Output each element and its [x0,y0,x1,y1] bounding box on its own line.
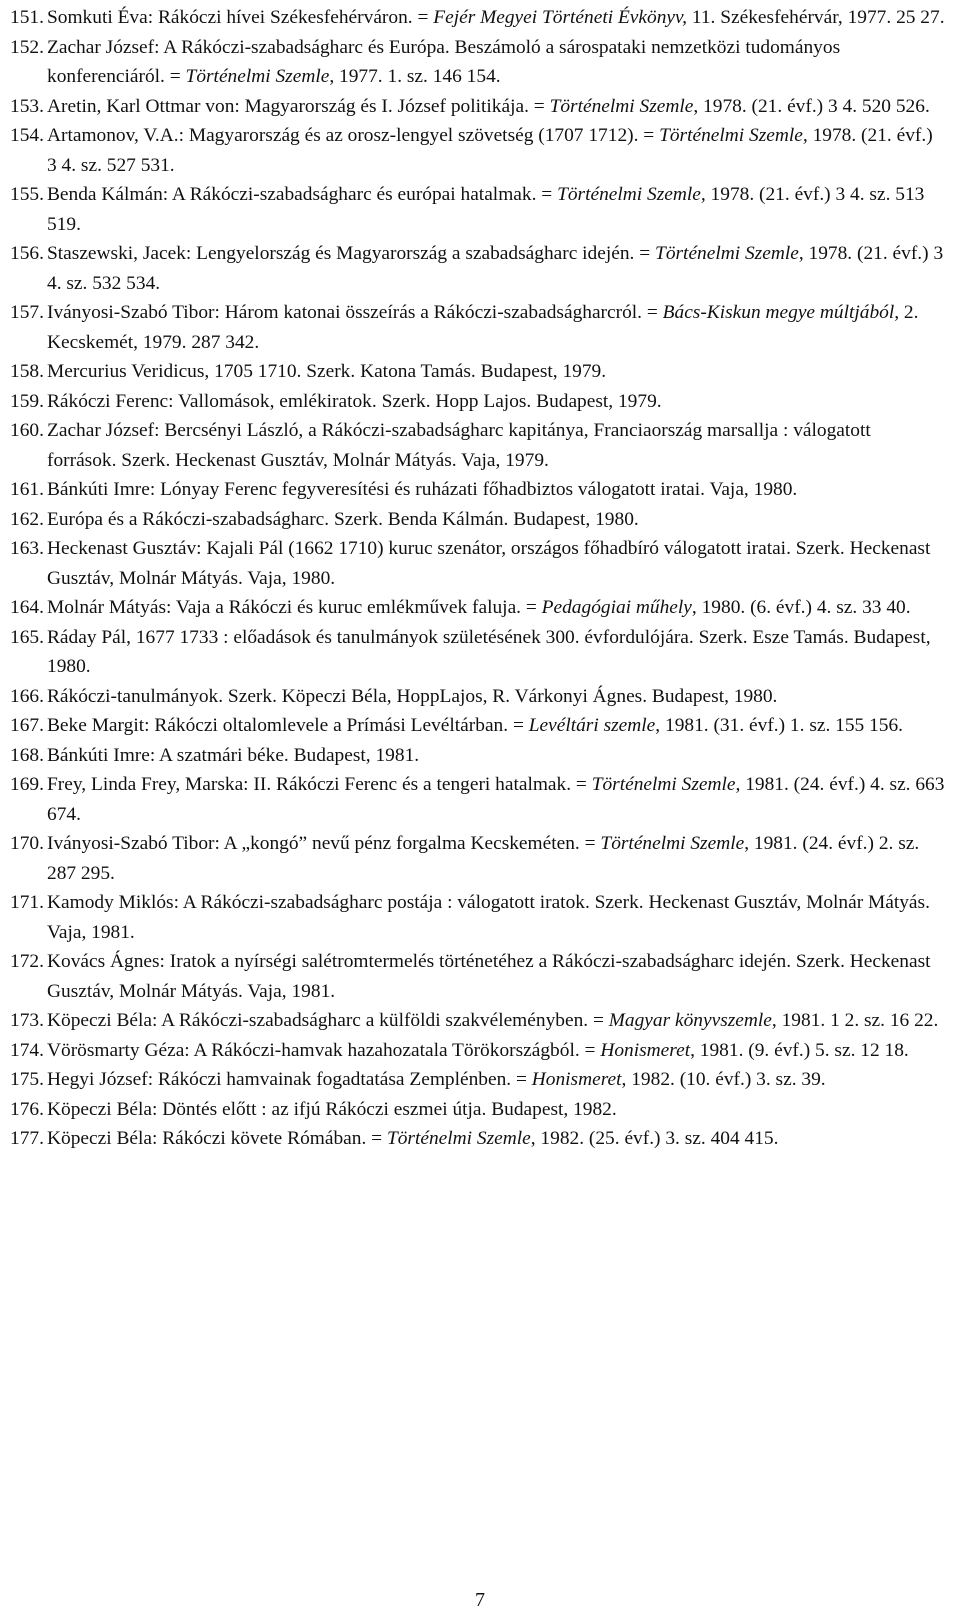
entry-text: Ráday Pál, 1677 1733 : előadások és tanulmányok születésének 300. évfordulójára. Szerk. Esze Tamás. Budapest, 1980. [47,626,931,677]
entry-number: 151. [10,7,44,28]
bibliography-entry [10,741,945,771]
entry-text: Köpeczi Béla: Rákóczi követe Rómában. = [47,1128,387,1149]
bibliography-entry [10,1095,945,1125]
entry-text: , 1978. (21. évf.) 3 4. 520 526. [693,95,930,117]
entry-text: , 1978. (21. évf.) 3 4. sz. 532 534. [47,243,944,294]
entry-number: 160. [10,420,44,441]
bibliography-entry [10,888,945,947]
page-number: 7 [475,1589,485,1611]
entry-text: Rákóczi Ferenc: Vallomások, emlékiratok. Szerk. Hopp Lajos. Budapest, 1979. [47,390,662,412]
entry-text: , 1981. (31. évf.) 1. sz. 155 156. [655,715,904,736]
entry-text: Zachar József: A Rákóczi-szabadságharc és Európa. Beszámoló a sárospataki nemzetközi tudományos konferenciáról. = [47,36,841,87]
entry-text: Iványosi-Szabó Tibor: A „kongó” nevű pénz forgalma Kecskeméten. = [47,833,601,854]
entry-number: 159. [10,390,44,412]
journal-title: Magyar könyvszemle [608,1010,772,1031]
entry-number: 152. [10,36,44,58]
entry-number: 165. [10,626,44,648]
entry-text: Európa és a Rákóczi-szabadságharc. Szerk. Benda Kálmán. Budapest, 1980. [47,508,639,530]
journal-title: Történelmi Szemle [549,95,694,117]
bibliography-entry [10,770,945,829]
bibliography-entry [10,829,945,888]
journal-title: Történelmi Szemle [655,243,799,264]
bibliography-entry [10,1006,945,1036]
entry-number: 170. [10,833,44,854]
entry-number: 173. [10,1010,44,1031]
bibliography-list [10,3,945,1154]
entry-number: 157. [10,302,44,323]
journal-title: Történelmi Szemle, [659,125,808,146]
entry-text: Köpeczi Béla: A Rákóczi-szabadságharc a külföldi szakvéleményben. = [47,1010,609,1031]
entry-text: Zachar József: Bercsényi László, a Rákóczi-szabadságharc kapitánya, Franciaország marsallja : válogatott források. Szerk. Heckenast Gusztáv, Molnár Mátyás. Vaja, 1979. [47,420,871,471]
entry-text: Aretin, Karl Ottmar von: Magyarország és I. József politikája. = [47,95,550,117]
entry-text: Artamonov, V.A.: Magyarország és az orosz-lengyel szövetség (1707 1712). = [47,125,660,146]
entry-text: Benda Kálmán: A Rákóczi-szabadságharc és európai hatalmak. = [47,184,558,205]
entry-text: Staszewski, Jacek: Lengyelország és Magyarország a szabadságharc idején. = [47,243,656,264]
entry-number: 172. [10,951,44,972]
entry-text: 1978. (21. évf.) 3 4. sz. 527 531. [47,125,933,176]
bibliography-entry [10,357,945,387]
entry-text: , 1981. (24. évf.) 2. sz. 287 295. [47,833,920,884]
journal-title: Történelmi Szemle [591,774,736,795]
entry-text: , 1982. (25. évf.) 3. sz. 404 415. [530,1128,779,1149]
entry-text: Mercurius Veridicus, 1705 1710. Szerk. Katona Tamás. Budapest, 1979. [47,361,607,382]
entry-number: 169. [10,774,44,795]
entry-number: 174. [10,1039,44,1061]
entry-number: 155. [10,184,44,205]
journal-title: Levéltári szemle [528,715,656,736]
entry-number: 171. [10,892,44,913]
bibliography-entry [10,682,945,712]
journal-title: Fejér Megyei Történeti Évkönyv, [433,7,688,28]
bibliography-entry [10,180,945,239]
bibliography-entry [10,387,945,417]
bibliography-entry [10,623,945,682]
entry-text: , 1982. (10. évf.) 3. sz. 39. [621,1069,826,1090]
entry-text: Somkuti Éva: Rákóczi hívei Székesfehérváron. = [47,7,434,28]
bibliography-entry [10,534,945,593]
entry-text: Kovács Ágnes: Iratok a nyírségi salétromtermelés történetéhez a Rákóczi-szabadságharc idején. Szerk. Heckenast Gusztáv, Molnár Mátyás. Vaja, 1981. [47,951,931,1002]
entry-number: 177. [10,1128,44,1149]
entry-text: Köpeczi Béla: Döntés előtt : az ifjú Rákóczi eszmei útja. Budapest, 1982. [47,1098,617,1120]
entry-text: , 1980. (6. évf.) 4. sz. 33 40. [691,597,911,618]
bibliography-entry [10,947,945,1006]
entry-text: 11. Székesfehérvár, 1977. 25 27. [687,7,945,28]
entry-text: Vörösmarty Géza: A Rákóczi-hamvak hazahozatala Törökországból. = [47,1039,601,1061]
entry-number: 168. [10,744,44,766]
bibliography-entry [10,1065,945,1095]
entry-number: 164. [10,597,44,618]
journal-title: Történelmi Szemle [600,833,745,854]
entry-text: 2. Kecskemét, 1979. 287 342. [47,302,919,353]
entry-text: Kamody Miklós: A Rákóczi-szabadságharc postája : válogatott iratok. Szerk. Heckenast Gusztáv, Molnár Mátyás. Vaja, 1981. [47,892,930,943]
entry-number: 175. [10,1069,44,1090]
entry-number: 158. [10,361,44,382]
journal-title: Bács-Kiskun megye múltjából, [662,302,900,323]
entry-text: Rákóczi-tanulmányok. Szerk. Köpeczi Béla, HoppLajos, R. Várkonyi Ágnes. Budapest, 1980. [47,685,778,707]
entry-text: Heckenast Gusztáv: Kajali Pál (1662 1710) kuruc szenátor, országos főhadbíró válogatott iratai. Szerk. Heckenast Gusztáv, Molnár Mátyás. Vaja, 1980. [47,538,931,589]
entry-number: 176. [10,1098,44,1120]
entry-text: , 1981. 1 2. sz. 16 22. [771,1010,939,1031]
entry-text: , 1977. 1. sz. 146 154. [329,66,501,87]
entry-number: 167. [10,715,44,736]
entry-number: 166. [10,685,44,707]
bibliography-entry [10,711,945,741]
bibliography-entry [10,593,945,623]
entry-text: Bánkúti Imre: Lónyay Ferenc fegyveresítési és ruházati főhadbiztos válogatott iratai. Vaja, 1980. [47,479,798,500]
entry-text: Bánkúti Imre: A szatmári béke. Budapest, 1981. [47,744,420,766]
journal-title: Honismeret [600,1039,691,1061]
entry-number: 163. [10,538,44,559]
bibliography-entry [10,416,945,475]
entry-text: Beke Margit: Rákóczi oltalomlevele a Prímási Levéltárban. = [47,715,529,736]
bibliography-entry [10,1124,945,1154]
entry-number: 153. [10,95,44,117]
bibliography-entry [10,33,945,92]
bibliography-entry [10,121,945,180]
journal-title: Történelmi Szemle, [557,184,706,205]
entry-text: , 1981. (24. évf.) 4. sz. 663 674. [47,774,945,825]
entry-number: 156. [10,243,44,264]
entry-text: Frey, Linda Frey, Marska: II. Rákóczi Ferenc és a tengeri hatalmak. = [47,774,592,795]
bibliography-entry [10,239,945,298]
entry-number: 161. [10,479,44,500]
journal-title: Történelmi Szemle [185,66,330,87]
entry-text: Molnár Mátyás: Vaja a Rákóczi és kuruc emlékművek faluja. = [47,597,542,618]
journal-title: Pedagógiai műhely [541,597,692,618]
entry-number: 162. [10,508,44,530]
entry-text: , 1981. (9. évf.) 5. sz. 12 18. [690,1039,909,1061]
bibliography-entry [10,3,945,33]
bibliography-entry [10,298,945,357]
entry-text: 1978. (21. évf.) 3 4. sz. 513 519. [47,184,925,235]
bibliography-entry [10,1036,945,1066]
entry-text: Iványosi-Szabó Tibor: Három katonai összeírás a Rákóczi-szabadságharcról. = [47,302,663,323]
entry-text: Hegyi József: Rákóczi hamvainak fogadtatása Zemplénben. = [47,1069,532,1090]
entry-number: 154. [10,125,44,146]
bibliography-entry [10,92,945,122]
bibliography-entry [10,475,945,505]
bibliography-entry [10,505,945,535]
journal-title: Történelmi Szemle [386,1128,531,1149]
journal-title: Honismeret [531,1069,622,1090]
